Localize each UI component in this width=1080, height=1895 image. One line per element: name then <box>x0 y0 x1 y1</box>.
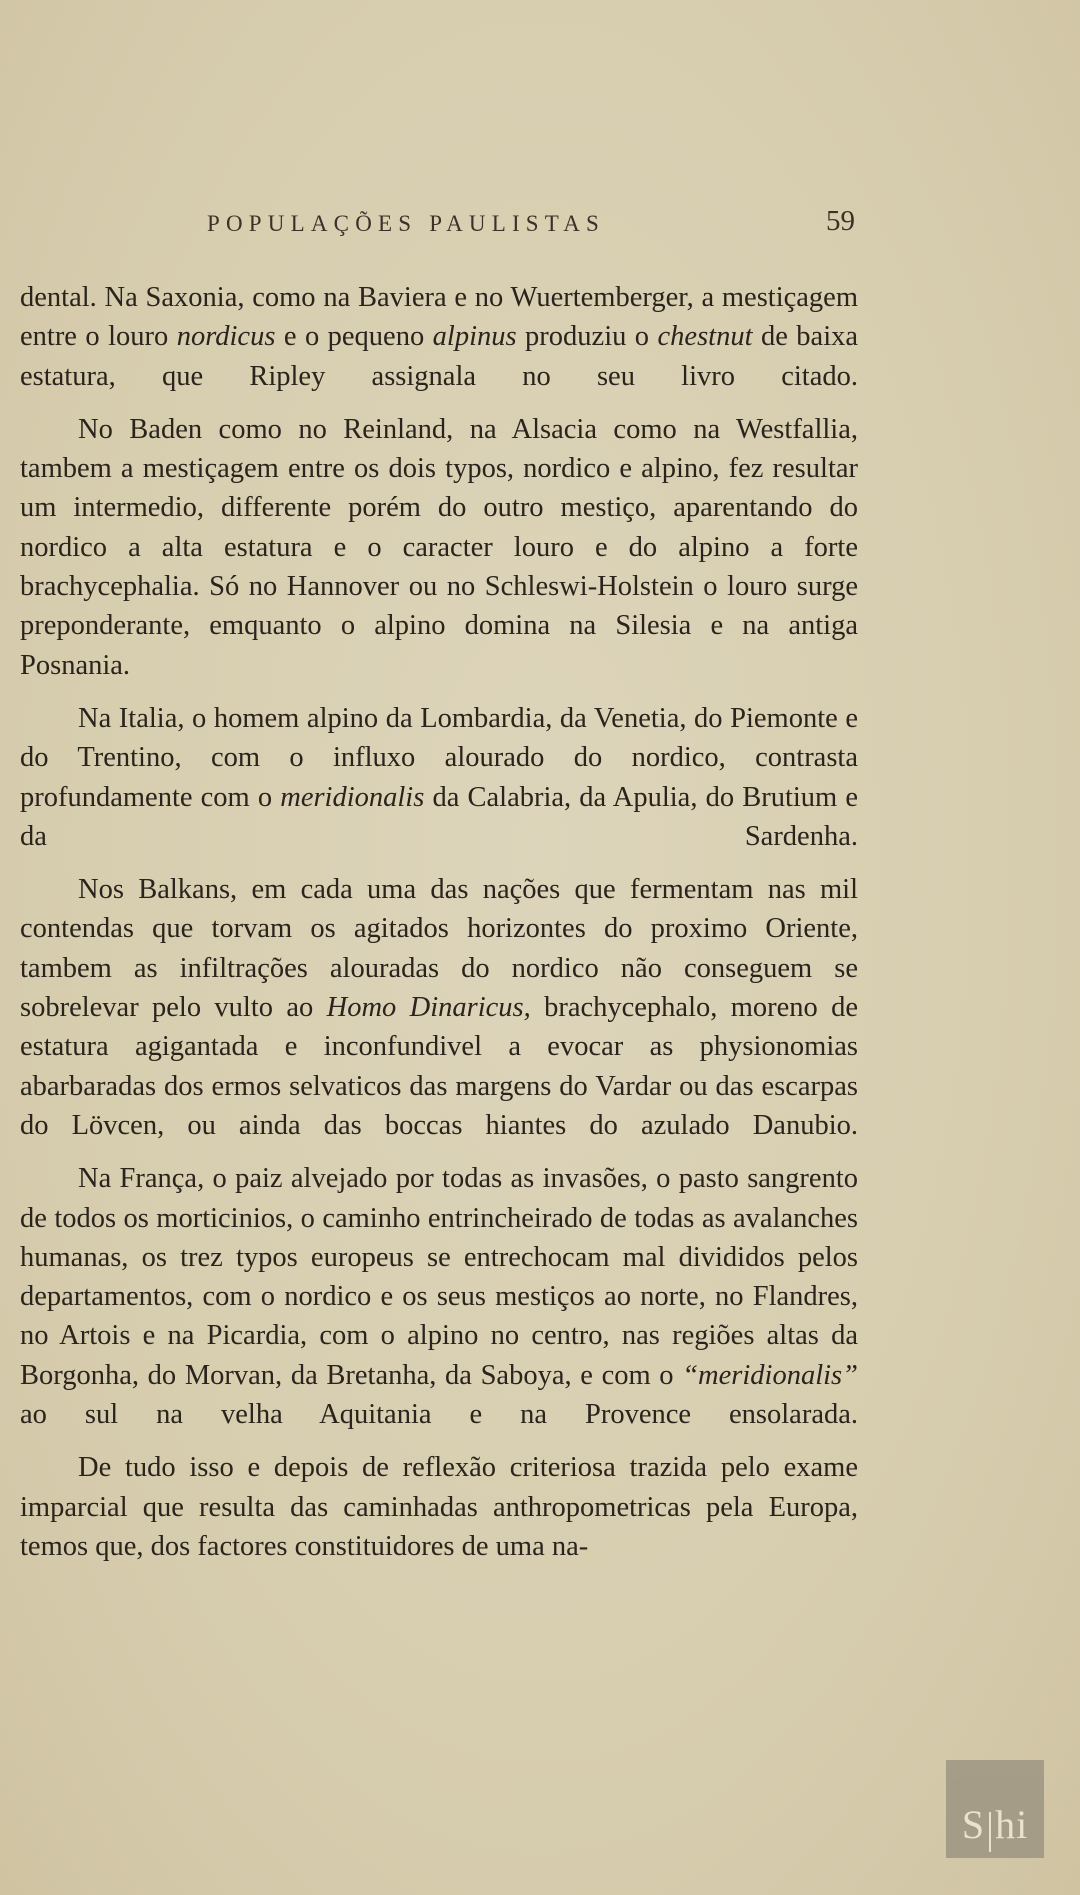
italic-term: chestnut <box>657 321 753 353</box>
paragraph-5 <box>20 1159 858 1434</box>
paragraph-1 <box>20 278 858 396</box>
italic-term: Homo Dinaricus, <box>326 992 531 1024</box>
watermark-letters-hi: hi <box>995 1802 1029 1847</box>
text-run: De tudo isso e depois de reflexão criteriosa trazida pelo exame imparcial que resulta das caminhadas anthropometricas pela Europa, temos que, dos factores constituidores de uma na- <box>20 1452 858 1562</box>
text-run: No Baden como no Reinland, na Alsacia como na Westfallia, tambem a mestiçagem entre os dois typos, nordico e alpino, fez resultar um intermedio, differente porém do outro mestiço, aparentando do nordico a alta estatura e o caracter louro e do alpino a forte brachycephalia. Só no Hannover ou no Schleswi-Holstein o louro surge preponderante, emquanto o alpino domina na Silesia e na antiga Posnania. <box>20 413 858 681</box>
page-number: 59 <box>826 205 855 237</box>
text-run: de baixa estatura, que Ripley assignala no seu livro citado. <box>20 321 859 392</box>
body-text <box>20 278 858 1580</box>
text-run: ao sul na velha Aquitania e na Provence ensolarada. <box>20 1399 858 1431</box>
watermark-bar <box>989 1812 991 1852</box>
watermark-letter-s: S <box>961 1802 986 1847</box>
italic-term: meridionalis <box>280 781 425 813</box>
paragraph-3 <box>20 699 858 856</box>
italic-term: nordicus <box>176 321 276 353</box>
running-title: POPULAÇÕES PAULISTAS <box>207 211 606 236</box>
text-run: Nos Balkans, em cada uma das nações que fermentam nas mil contendas que torvam os agitados horizontes do proximo Oriente, tambem as infiltrações alouradas do nordico não conseguem se sobrelevar pelo vulto ao <box>20 874 858 1024</box>
text-run: Na Italia, o homem alpino da Lombardia, da Venetia, do Piemonte e do Trentino, com o influxo alourado do nordico, contrasta profundamente com o <box>20 702 858 813</box>
paragraph-6 <box>20 1448 858 1566</box>
text-run: e o pequeno <box>275 321 433 353</box>
paragraph-4 <box>20 870 858 1145</box>
italic-term: “meridionalis” <box>682 1359 858 1391</box>
page-header <box>0 205 1080 255</box>
library-watermark-logo <box>946 1760 1044 1858</box>
text-run: da Calabria, da Apulia, do Brutium e da Sardenha. <box>20 781 858 852</box>
text-run: Na França, o paiz alvejado por todas as invasões, o pasto sangrento de todos os morticinios, o caminho entrincheirado de todas as avalanches humanas, os trez typos europeus se entrechocam mal divididos pelos departamentos, com o nordico e os seus mestiços ao norte, no Flandres, no Artois e na Picardia, com o alpino no centro, nas regiões altas da Borgonha, do Morvan, da Bretanha, da Saboya, e com o <box>20 1163 858 1391</box>
text-run: dental. Na Saxonia, como na Baviera e no Wuertemberger, a mestiçagem entre o louro <box>20 282 858 353</box>
italic-term: alpinus <box>432 321 517 353</box>
text-run: produziu o <box>516 321 658 353</box>
text-run: brachycephalo, moreno de estatura agigantada e inconfundivel a evocar as physionomias abarbaradas dos ermos selvaticos das margens do Vardar ou das escarpas do Lövcen, ou ainda das boccas hiantes do azulado Danubio. <box>20 992 859 1141</box>
paragraph-2 <box>20 410 858 685</box>
